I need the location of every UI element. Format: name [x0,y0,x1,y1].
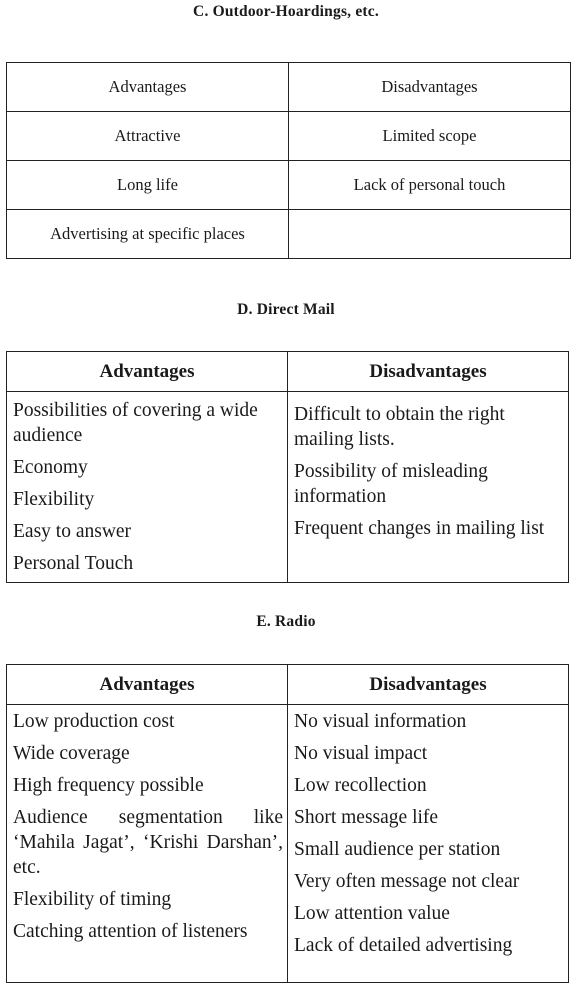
header-disadvantages: Disadvantages [288,352,569,392]
table-row [7,705,569,983]
advantages-cell [7,392,288,583]
disadvantage-cell [289,210,571,259]
table-header-row [7,352,569,392]
disadvantages-cell [288,392,569,583]
header-advantages: Advantages [7,352,288,392]
list-item: Difficult to obtain the right mailing lists. [294,404,505,450]
advantage-cell: Attractive [7,112,289,161]
list-item: Possibility of misleading information [294,461,488,507]
header-disadvantages: Disadvantages [288,665,569,705]
list-item: Frequent changes in mailing list [294,518,545,539]
disadvantage-cell: Limited scope [289,112,571,161]
list-item: Low recollection [294,775,427,796]
disadvantage-cell: Lack of personal touch [289,161,571,210]
table-row [7,161,571,210]
header-advantages: Advantages [7,665,288,705]
advantage-cell: Advertising at specific places [7,210,289,259]
list-item: Flexibility of timing [13,889,172,910]
list-item: Possibilities of covering a wide audience [13,400,258,446]
radio-table [6,664,569,983]
list-item: Small audience per station [294,839,501,860]
list-item: Lack of detailed advertising [294,935,513,956]
list-item: Low attention value [294,903,450,924]
advantages-cell [7,705,288,983]
list-item: Audience segmentation like ‘Mahila Jagat’, ‘Krishi Darshan’, etc. [13,807,283,878]
list-item: Catching attention of listeners [13,921,248,942]
table-header-row [7,665,569,705]
list-item: Wide coverage [13,743,130,764]
table-row [7,392,569,583]
table-row [7,112,571,161]
list-item: High frequency possible [13,775,204,796]
list-item: Flexibility [13,489,95,510]
list-item: Low production cost [13,711,175,732]
section-title-radio: E. Radio [256,613,316,630]
header-disadvantages: Disadvantages [289,63,571,112]
disadvantages-cell [288,705,569,983]
list-item: Easy to answer [13,521,132,542]
list-item: Personal Touch [13,553,134,574]
list-item: Economy [13,457,88,478]
outdoor-hoardings-table [6,62,571,259]
advantage-cell: Long life [7,161,289,210]
section-title-direct-mail: D. Direct Mail [237,301,335,318]
list-item: No visual information [294,711,467,732]
header-advantages: Advantages [7,63,289,112]
list-item: No visual impact [294,743,428,764]
direct-mail-table [6,351,569,583]
section-title-outdoor-hoardings: C. Outdoor-Hoardings, etc. [193,3,379,20]
list-item: Short message life [294,807,439,828]
table-row [7,210,571,259]
list-item: Very often message not clear [294,871,520,892]
table-header-row [7,63,571,112]
